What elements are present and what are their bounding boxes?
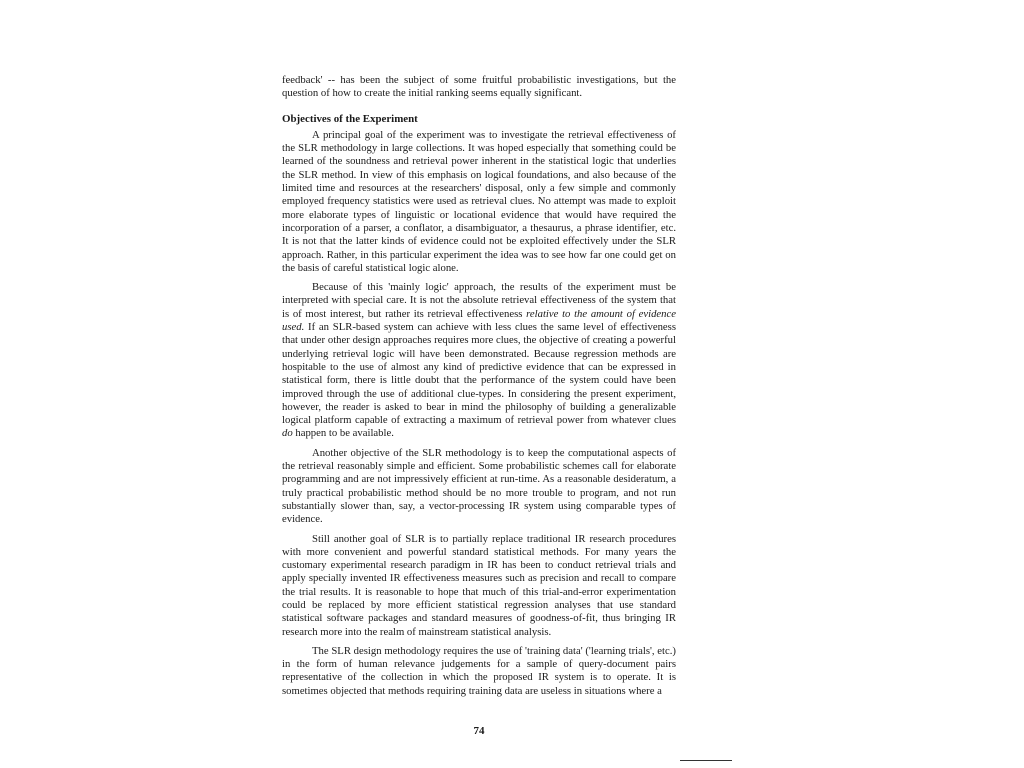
paragraph-logic-text-1: Because of this 'mainly logic' approach, the results of the experiment must be interpreted with special care. It is not the absolute retrieval effectiveness of the system that is of most interest, but rather its retrieval effectiveness (282, 281, 676, 320)
section-heading: Objectives of the Experiment (282, 112, 418, 125)
document-page (282, 74, 676, 737)
paragraph-logic-emphasis-2: do (282, 427, 293, 440)
paragraph-training-data: The SLR design methodology requires the use of 'training data' ('learning trials', etc.) in the form of human relevance judgements for a sample of query-document pairs representative of the collection in which the proposed IR system is to operate. It is sometimes objected that methods requiring training data are useless in situations where a (282, 644, 676, 697)
paragraph-logic-approach (282, 281, 676, 441)
paragraph-logic-text-2: If an SLR-based system can achieve with less clues the same level of effectiveness that under other design approaches requires more clues, the objective of creating a powerful underlying retrieval logic will have been demonstrated. Because regression methods are hospitable to the use of almost any kind of predictive evidence that can be expressed in statistical form, there is little doubt that the performance of the system could have been improved through the use of additional clue-types. In considering the present experiment, however, the reader is asked to bear in mind the philosophy of building a generalizable logical platform capable of extracting a maximum of retrieval power from whatever clues (282, 321, 676, 427)
paragraph-logic-text-3: happen to be available. (292, 427, 394, 440)
page-number: 74 (473, 725, 485, 737)
scan-edge-rule (680, 760, 732, 761)
opening-paragraph: feedback' -- has been the subject of some fruitful probabilistic investigations, but the question of how to create the initial ranking seems equally significant. (282, 74, 676, 100)
paragraph-efficiency: Another objective of the SLR methodology is to keep the computational aspects of the retrieval reasonably simple and efficient. Some probabilistic schemes call for elaborate programming and are not impressively efficient at run-time. As a reasonable desideratum, a truly practical probabilistic method should be no more trouble to program, and not run substantially slower than, say, a vector-processing IR system using comparable types of evidence. (282, 446, 676, 526)
paragraph-goal: A principal goal of the experiment was to investigate the retrieval effectiveness of the SLR methodology in large collections. It was hoped especially that something could be learned of the soundness and retrieval power inherent in the statistical logic that underlies the SLR method. In view of this emphasis on logical foundations, and also because of the limited time and resources at the researchers' disposal, only a few simple and commonly employed frequency statistics were used as retrieval clues. No attempt was made to exploit more elaborate types of linguistic or locational evidence that would have required the incorporation of a parser, a conflator, a disambiguator, a thesaurus, a phrase identifier, etc. It is not that the latter kinds of evidence could not be exploited effectively under the SLR approach. Rather, in this particular experiment the idea was to see how far one could get on the basis of careful statistical logic alone. (282, 128, 676, 274)
paragraph-logic-emphasis: relative to the amount of evidence used. (282, 307, 676, 334)
paragraph-research-goal: Still another goal of SLR is to partially replace traditional IR research procedures with more convenient and powerful standard statistical methods. For many years the customary experimental research paradigm in IR has been to conduct retrieval trials and apply specially invented IR effectiveness measures such as precision and recall to compare the trial results. It is reasonable to hope that much of this trial-and-error experimentation could be replaced by more efficient statistical regression analyses that use standard statistical software packages and standard measures of goodness-of-fit, thus bringing IR research more into the realm of mainstream statistical analysis. (282, 532, 676, 638)
